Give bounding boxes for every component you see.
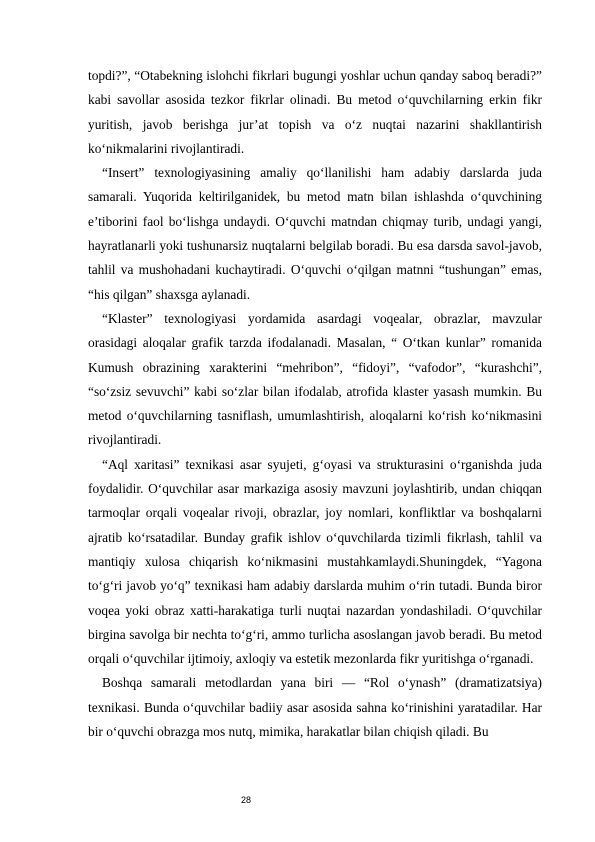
paragraph-2: “Insert” texnologiyasining amaliy qo‘llanilishi ham adabiy darslarda juda samarali. Yuqorida keltirilganidek, bu metod matn bilan ishlashda o‘quvchining e’tiborini faol bo‘lishga undaydi. O‘quvchi matndan chiqmay turib, undagi yangi, hayratlanarli yoki tushunarsiz nuqtalarni belgilab boradi. Bu esa darsda savol-javob, tahlil va mushohadani kuchaytiradi. O‘quvchi o‘qilgan matnni “tushungan” emas, “his qilgan” shaxsga aylanadi.: [88, 165, 542, 302]
page-number: [0, 795, 595, 805]
paragraph-3: “Klaster” texnologiyasi yordamida asardagi voqealar, obrazlar, mavzular orasidagi aloqalar grafik tarzda ifodalanadi. Masalan, “ O‘tkan kunlar” romanida Kumush obrazining xarakterini “mehribon”, “fidoyi”, “vafodor”, “kurashchi”, “so‘zsiz sevuvchi” kabi so‘zlar bilan ifodalab, atrofida klaster yasash mumkin. Bu metod o‘quvchilarning tasniflash, umumlashtirish, aloqalarni ko‘rish ko‘nikmasini rivojlantiradi.: [88, 310, 542, 448]
page-number-text: 28: [240, 795, 251, 805]
body-text: [88, 64, 542, 744]
paragraph-4: “Aql xaritasi” texnikasi asar syujeti, g‘oyasi va strukturasini o‘rganishda juda foydalidir. O‘quvchilar asar markaziga asosiy mavzuni joylashtirib, undan chiqqan tarmoqlar orqali voqealar rivoji, obrazlar, joy nomlari, konfliktlar va boshqalarni ajratib ko‘rsatadilar. Bunday grafik ishlov o‘quvchilarda tizimli fikrlash, tahlil va mantiqiy xulosa chiqarish ko‘nikmasini mustahkamlaydi.Shuningdek, “Yagona to‘g‘ri javob yo‘q” texnikasi ham adabiy darslarda muhim o‘rin tutadi. Bunda biror voqea yoki obraz xatti-harakatiga turli nuqtai nazardan yondashiladi. O‘quvchilar birgina savolga bir nechta to‘g‘ri, ammo turlicha asoslangan javob beradi. Bu metod orqali o‘quvchilar ijtimoiy, axloqiy va estetik mezonlarda fikr yuritishga o‘rganadi.: [88, 456, 542, 667]
paragraph-5: Boshqa samarali metodlardan yana biri — “Rol o‘ynash” (dramatizatsiya) texnikasi. Bunda o‘quvchilar badiiy asar asosida sahna ko‘rinishini yaratadilar. Har bir o‘quvchi obrazga mos nutq, mimika, harakatlar bilan chiqish qiladi. Bu: [88, 675, 542, 740]
paragraph-1: topdi?”, “Otabekning islohchi fikrlari bugungi yoshlar uchun qanday saboq beradi?” kabi savollar asosida tezkor fikrlar olinadi. Bu metod o‘quvchilarning erkin fikr yuritish, javob berishga jur’at topish va o‘z nuqtai nazarini shakllantirish ko‘nikmalarini rivojlantiradi.: [88, 68, 542, 156]
